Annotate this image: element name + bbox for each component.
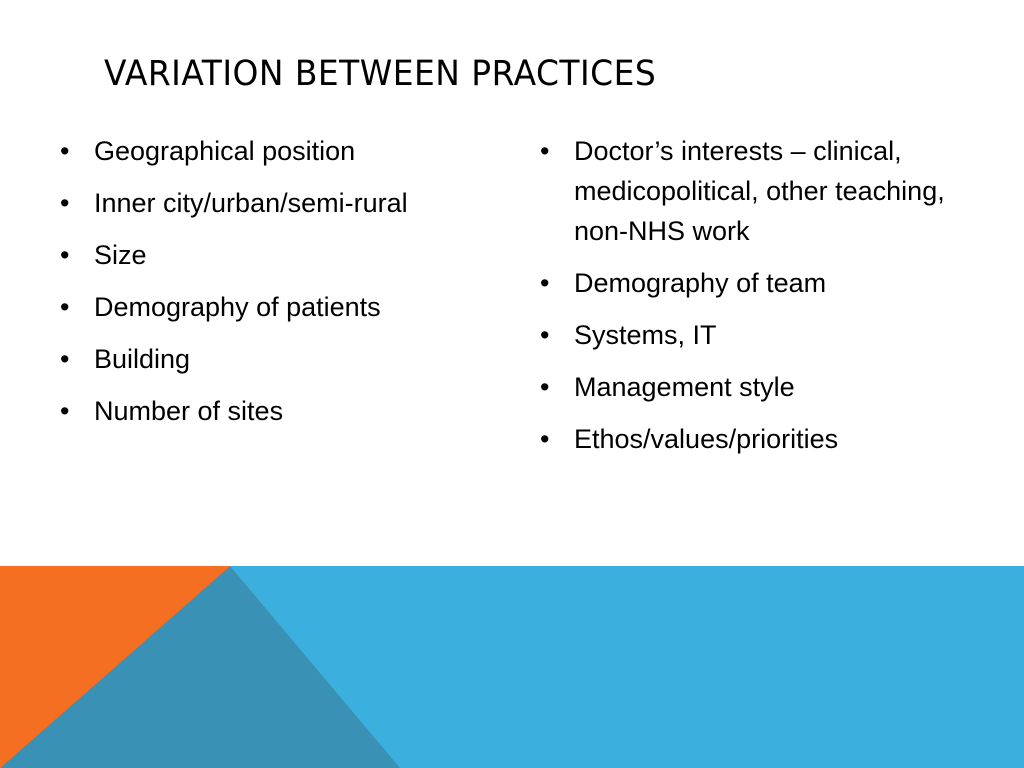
- bullet-item: [540, 315, 960, 355]
- footer-shapes: [0, 566, 1024, 768]
- bullet-text: Demography of patients: [94, 292, 381, 322]
- bullet-item: [60, 183, 470, 223]
- bullet-text: Size: [94, 240, 147, 270]
- slide-title: VARIATION BETWEEN PRACTICES: [104, 54, 657, 94]
- bullet-icon: •: [60, 396, 70, 426]
- bullet-icon: •: [540, 424, 550, 454]
- bullet-icon: •: [60, 344, 70, 374]
- bullet-text: Geographical position: [94, 136, 356, 166]
- bullet-icon: •: [60, 292, 70, 322]
- bullet-item: [60, 287, 470, 327]
- bullet-text: Management style: [574, 372, 795, 402]
- bullet-item: [60, 391, 470, 431]
- bullet-item: [60, 131, 470, 171]
- bullet-icon: •: [60, 188, 70, 218]
- bullet-text: Inner city/urban/semi-rural: [94, 188, 408, 218]
- bullet-text: Doctor’s interests – clinical, medicopolitical, other teaching, non-NHS work: [574, 136, 945, 246]
- bullet-text: Systems, IT: [574, 320, 717, 350]
- right-bullet-list: [540, 131, 960, 471]
- bullet-item: [540, 419, 960, 459]
- bullet-item: [540, 263, 960, 303]
- bullet-text: Ethos/values/priorities: [574, 424, 839, 454]
- bullet-icon: •: [60, 136, 70, 166]
- bullet-text: Number of sites: [94, 396, 284, 426]
- bullet-item: [60, 235, 470, 275]
- bullet-icon: •: [60, 240, 70, 270]
- bullet-icon: •: [540, 136, 550, 166]
- bullet-item: [60, 339, 470, 379]
- bullet-icon: •: [540, 268, 550, 298]
- left-bullet-list: [60, 131, 470, 443]
- bullet-text: Demography of team: [574, 268, 827, 298]
- bullet-item: [540, 131, 960, 251]
- bullet-icon: •: [540, 320, 550, 350]
- bullet-icon: •: [540, 372, 550, 402]
- bullet-item: [540, 367, 960, 407]
- bullet-text: Building: [94, 344, 191, 374]
